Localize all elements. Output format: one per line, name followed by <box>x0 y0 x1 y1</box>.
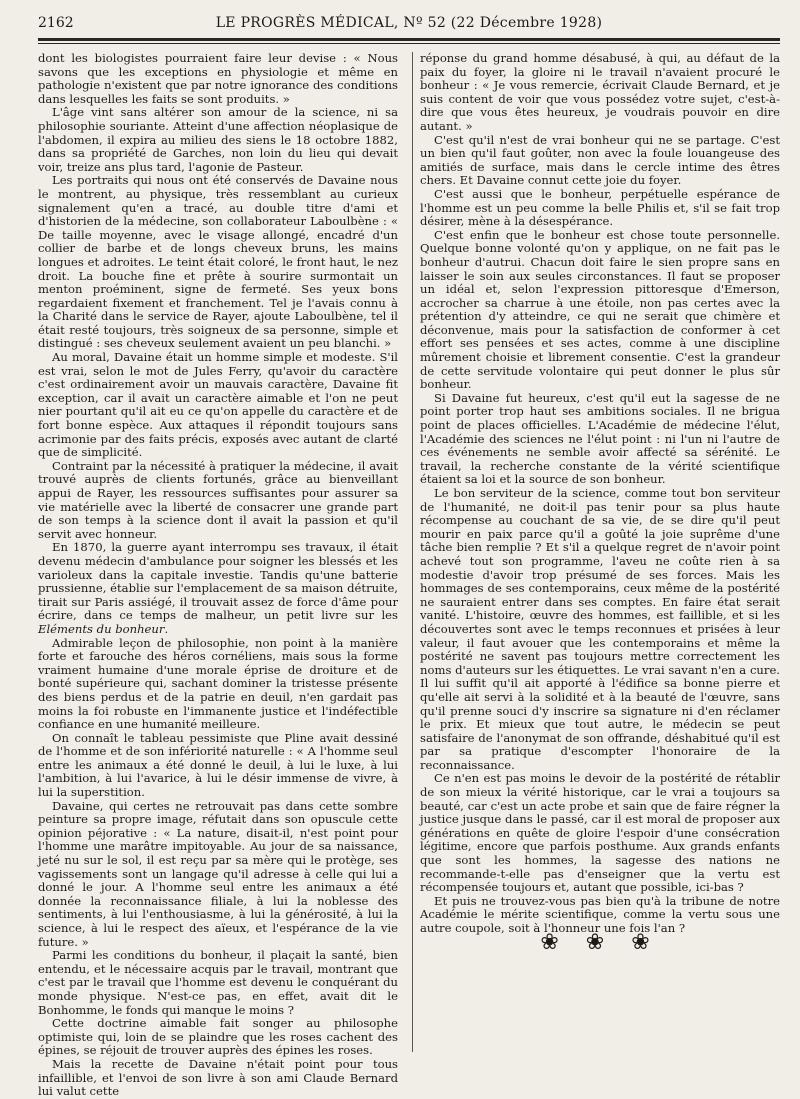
header-rule-thick <box>38 38 780 41</box>
page-number: 2162 <box>38 15 74 31</box>
paragraph-text: En 1870, la guerre ayant interrompu ses travaux, il était devenu médecin d'ambulance pour soigner les blessés et les varioleux dans la capitale investie. Tandis qu'une batterie prussienne, établie sur l'emplacement de sa maison détruite, tirait sur Paris assiégé, il trouvait assez de force d'âme pour écrire, dans ce temps de malheur, un petit livre sur les <box>38 540 398 623</box>
left-column <box>38 52 398 1099</box>
paragraph: Mais la recette de Davaine n'était point pour tous infaillible, et l'envoi de son livre à son ami Claude Bernard lui valut cette <box>38 1056 398 1099</box>
paragraph: Contraint par la nécessité à pratiquer la médecine, il avait trouvé auprès de clients fortunés, grâce au bienveillant appui de Rayer, les ressources suffisantes pour assurer sa vie matérielle avec la liberté de consacrer une grande part de son temps à la science dont il avait la passion et qu'il servit avec honneur. <box>38 458 398 541</box>
paragraph: On connaît le tableau pessimiste que Pline avait dessiné de l'homme et de son infériorité naturelle : « A l'homme seul entre les animaux a été donné le deuil, à lui le luxe, à lui l'ambition, à lui l'avarice, à lui le désir immense de vivre, à lui la superstition. <box>38 730 398 800</box>
paragraph: Les portraits qui nous ont été conservés de Davaine nous le montrent, au physique, très ressemblant au curieux signalement qu'en a tracé, au double titre d'ami et d'historien de la médecine, son collaborateur Laboulbène : « De taille moyenne, avec le visage allongé, encadré d'un collier de barbe et de longs cheveux bruns, les mains longues et adroites. Le teint était coloré, le front haut, le nez droit. La bouche fine et prête à sourire surmontait un menton proéminent, signe de fermeté. Ses yeux bons regardaient fixement et franchement. Tel je l'avais connu à la Charité dans le service de Rayer, ajoute Laboulbène, tel il était resté toujours, très soigneux de sa personne, simple et distingué : ses cheveux seulement avaient un peu blanchi. » <box>38 173 398 351</box>
paragraph-with-title <box>38 541 398 636</box>
page-header <box>38 15 780 35</box>
paragraph: Ce n'en est pas moins le devoir de la postérité de rétablir de son mieux la vérité historique, car le vrai a toujours sa beauté, car c'est un acte probe et sain que de faire régner la justice jusque dans le passé, car il est moral de proposer aux générations en quête de gloire l'espoir d'une consécration légitime, encore que parfois posthume. Aux grands enfants que sont les hommes, la sagesse des nations ne recommande-t-elle pas d'enseigner que la vertu est récompensée toujours et, autant que possible, ici-bas ? <box>420 771 780 895</box>
paragraph: Et puis ne trouvez-vous pas bien qu'à la tribune de notre Académie le mérite scientifique, comme la vertu sous une autre coupole, soit à l'honneur une fois l'an ? <box>420 893 780 935</box>
right-column <box>420 52 780 936</box>
running-title: LE PROGRÈS MÉDICAL, Nº 52 (22 Décembre 1928) <box>215 15 603 31</box>
ornament-icon: ❀ ❀ ❀ <box>540 930 660 955</box>
paragraph: C'est enfin que le bonheur est chose toute personnelle. Quelque bonne volonté qu'on y applique, on ne fait pas le bonheur d'autrui. Chacun doit faire le sien propre sans en laisser le soin aux seules circonstances. Il faut se proposer un idéal et, selon l'expression pittoresque d'Emerson, accrocher sa charrue à une étoile, non pas certes avec la prétention d'y atteindre, ce qui ne serait que chimère et déconvenue, mais pour la satisfaction de conformer à cet effort ses pensées et ses actes, comme à une discipline mûrement choisie et librement consentie. C'est la grandeur de cette servitude volontaire qui peut donner le plus sûr bonheur. <box>420 227 780 392</box>
paragraph: C'est qu'il n'est de vrai bonheur qui ne se partage. C'est un bien qu'il faut goûter, non avec la foule louangeuse des amitiés de surface, mais dans le cercle intime des êtres chers. Et Davaine connut cette joie du foyer. <box>420 132 780 188</box>
paragraph: dont les biologistes pourraient faire leur devise : « Nous savons que les exceptions en physiologie et même en pathologie n'existent que par notre ignorance des conditions dans lesquelles les faits se sont produits. » <box>38 51 398 106</box>
paragraph: Davaine, qui certes ne retrouvait pas dans cette sombre peinture sa propre image, réfutait dans son opuscule cette opinion péjorative : « La nature, disait-il, n'est point pour l'homme une marâtre impitoyable. Au jour de sa naissance, jeté nu sur le sol, il est reçu par sa mère qui le protège, ses vagissements sont un langage qu'il adresse à celle qui lui a donné le jour. A l'homme seul entre les animaux a été donnée la reconnaissance filiale, à lui la noblesse des sentiments, à lui l'enthousiasme, à lui la générosité, à lui la science, à lui le respect des aïeux, et l'espérance de la vie future. » <box>38 798 398 949</box>
paragraph: Si Davaine fut heureux, c'est qu'il eut la sagesse de ne point porter trop haut ses ambitions sociales. Il ne brigua point de places officielles. L'Académie de médecine l'élut, l'Académie des sciences ne l'élut point : ni l'un ni l'autre de ces événements ne semble avoir affecté sa sérénité. Le travail, la recherche constante de la vérité scientifique étaient sa loi et la source de son bonheur. <box>420 390 780 487</box>
column-divider <box>412 52 413 1052</box>
book-title-suffix: . <box>164 621 169 636</box>
paragraph: Au moral, Davaine était un homme simple et modeste. S'il est vrai, selon le mot de Jules Ferry, qu'avoir du caractère c'est ordinairement avoir un mauvais caractère, Davaine fit exception, car il avait un caractère aimable et l'on ne peut nier pourtant qu'il ait eu ce qu'on appelle du caractère et de fort bonne espèce. Aux attaques il répondit toujours sans acrimonie par des faits précis, exposés avec autant de clarté que de simplicité. <box>38 350 398 460</box>
paragraph: Admirable leçon de philosophie, non point à la manière forte et farouche des héros cornéliens, mais sous la forme vraiment humaine d'une morale éprise de droiture et de bonté supérieure qui, sachant dominer la tristesse présente des biens perdus et de la patrie en deuil, n'en gardait pas moins la foi robuste en l'immanente justice et l'indéfectible confiance en une humanité meilleure. <box>38 635 398 732</box>
paragraph: Cette doctrine aimable fait songer au philosophe optimiste qui, loin de se plaindre que les roses cachent des épines, se réjouit de trouver auprès des épines les roses. <box>38 1016 398 1058</box>
book-title: Eléments du bonheur <box>38 621 165 636</box>
paragraph: C'est aussi que le bonheur, perpétuelle espérance de l'homme est un peu comme la belle Philis et, s'il se fait trop désirer, mène à la désespérance. <box>420 186 780 229</box>
paragraph: Le bon serviteur de la science, comme tout bon serviteur de l'humanité, ne doit-il pas tenir pour sa plus haute récompense au couchant de sa vie, de se dire qu'il peut mourir en paix parce qu'il a goûté la joie suprême d'une tâche bien remplie ? Et s'il a quelque regret de n'avoir point achevé tout son programme, l'aveu ne coûte rien à sa modestie d'avoir trop présumé de ses forces. Mais les hommages de ses contemporains, ceux même de la postérité ne sauraient entrer dans ses comptes. En faire état serait vanité. L'histoire, œuvre des hommes, est faillible, et si les découvertes sont avec le temps reconnues et prisées à leur valeur, il faut avouer que les contemporains et même la postérité ne savent pas toujours mettre correctement les noms d'auteurs sur les étiquettes. Le vrai savant n'en a cure. Il lui suffit qu'il ait apporté à l'édifice sa bonne pierre et qu'elle ait servi à la solidité et à la beauté de l'œuvre, sans qu'il prenne souci d'y inscrire sa signature ni d'en réclamer le prix. Et mieux que tout autre, le médecin se peut satisfaire de l'anonymat de son offrande, déshabitué qu'il est par sa pratique d'escompter l'honoraire de la reconnaissance. <box>420 486 780 772</box>
header-rule-thin <box>38 43 780 44</box>
paragraph: L'âge vint sans altérer son amour de la science, ni sa philosophie souriante. Atteint d'une affection néoplasique de l'abdomen, il expira au milieu des siens le 18 octobre 1882, dans sa propriété de Garches, non loin du lieu qui devait voir, treize ans plus tard, l'agonie de Pasteur. <box>38 105 398 174</box>
paragraph: Parmi les conditions du bonheur, il plaçait la santé, bien entendu, et le nécessaire acquis par le travail, montrant que c'est par le travail que l'homme est devenu le conquérant du monde physique. N'est-ce pas, en effet, avait dit le Bonhomme, le fonds qui manque le moins ? <box>38 948 398 1017</box>
paragraph: réponse du grand homme désabusé, à qui, au défaut de la paix du foyer, la gloire ni le travail n'avaient procuré le bonheur : « Je vous remercie, écrivait Claude Bernard, et je suis content de voir que vous possédez votre sujet, c'est-à-dire que vous êtes heureux, je voudrais pouvoir en dire autant. » <box>420 51 780 133</box>
